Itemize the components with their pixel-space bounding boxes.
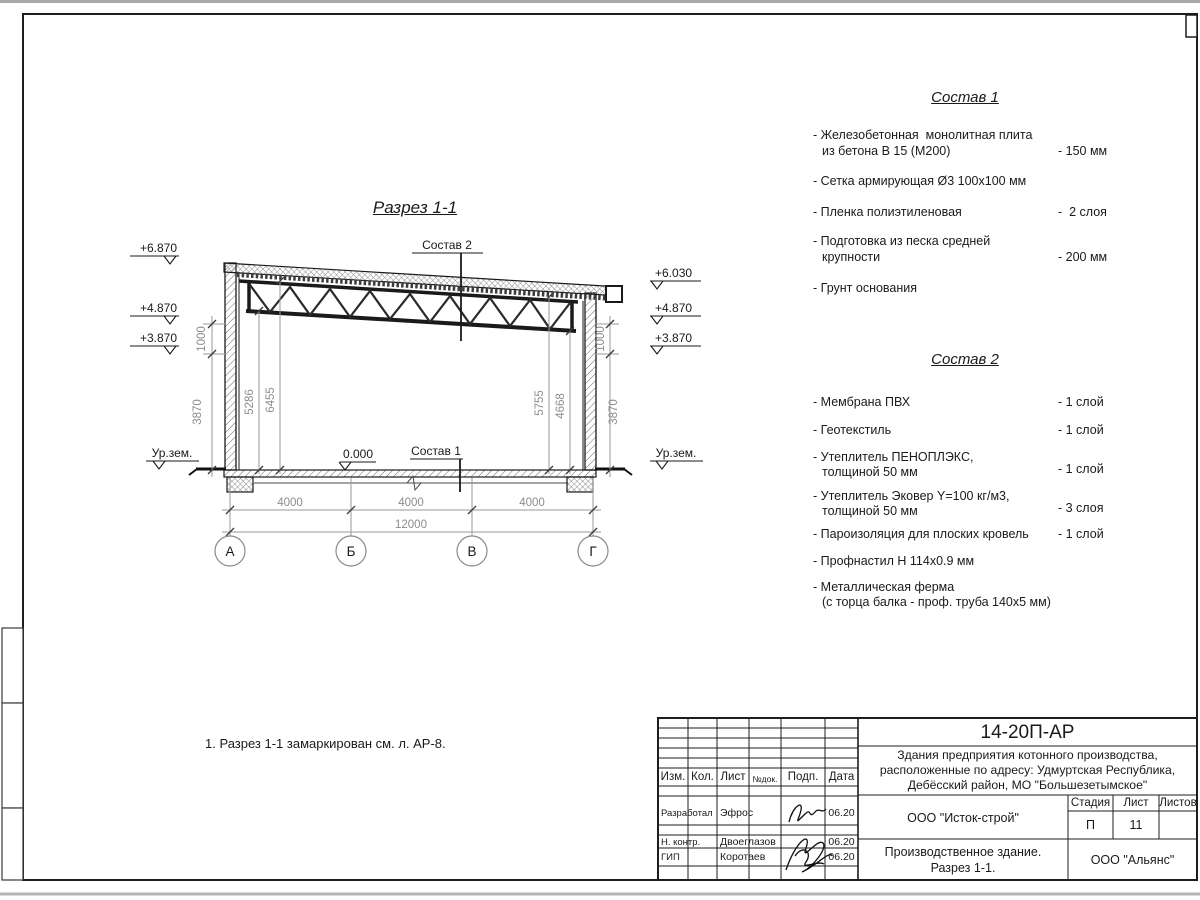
sheets-label: Листов	[1159, 797, 1197, 809]
axis-label-a: А	[225, 544, 235, 559]
col-izm: Изм.	[660, 771, 686, 783]
sostav2-item5-line1: - Пароизоляция для плоских кровель	[813, 527, 1029, 541]
roof-end-beam	[606, 286, 622, 302]
col-podp: Подп.	[787, 771, 819, 783]
row3-role: ГИП	[661, 852, 680, 863]
sostav2-item7-line1: - Металлическая ферма	[813, 580, 955, 594]
sostav2-item4-line2: толщиной 50 мм	[822, 504, 918, 518]
dim-bay-2: 4000	[398, 497, 424, 509]
sostav2-item4-qty: - 3 слоя	[1058, 501, 1104, 515]
axis-label-b: Б	[346, 544, 356, 559]
foundation-left	[227, 477, 253, 492]
axis-label-v: В	[467, 544, 477, 559]
sostav1-item3-qty: - 2 слоя	[1058, 205, 1107, 219]
sostav2-item3-line2: толщиной 50 мм	[822, 465, 918, 479]
elev-right-3: +3.870	[655, 331, 693, 345]
sheet-note: 1. Разрез 1-1 замаркирован см. л. АР-8.	[205, 736, 446, 751]
dim-4668: 4668	[555, 393, 567, 419]
dim-5286: 5286	[244, 389, 256, 415]
dim-5755: 5755	[534, 390, 546, 416]
section-drawing	[130, 238, 703, 566]
sostav2-item1-qty: - 1 слой	[1058, 395, 1104, 409]
stage-value: П	[1086, 818, 1095, 832]
sostav2-item3-line1: - Утеплитель ПЕНОПЛЭКС,	[813, 450, 974, 464]
sostav2-item5-qty: - 1 слой	[1058, 527, 1104, 541]
sheet-title-line2: Разрез 1-1.	[930, 861, 996, 875]
row3-date: 06.20	[828, 851, 855, 863]
elev-left-3: +3.870	[139, 331, 177, 345]
sostav2-item4-line1: - Утеплитель Эковер Y=100 кг/м3,	[813, 489, 1010, 503]
ground-label-right: Ур.зем.	[655, 446, 697, 460]
row1-role: Разработал	[661, 808, 713, 819]
sostav1-item1-qty: - 150 мм	[1058, 144, 1108, 158]
row2-date: 06.20	[828, 836, 855, 848]
dim-bay-3: 4000	[519, 497, 545, 509]
sostav1-item4-qty: - 200 мм	[1058, 250, 1108, 264]
row1-name: Эфрос	[720, 807, 754, 819]
sheet-title-line1: Производственное здание.	[884, 845, 1042, 859]
corner-format-box	[1186, 15, 1197, 37]
col-data: Дата	[828, 771, 855, 783]
layer-ref-floor: Состав 1	[411, 444, 461, 458]
sheet-label: Лист	[1123, 797, 1149, 809]
sostav1-item5-line1: - Грунт основания	[813, 281, 918, 295]
sostav2-item6-line1: - Профнастил Н 114х0.9 мм	[813, 554, 975, 568]
col-kol: Кол.	[691, 771, 714, 783]
col-ndok: №док.	[752, 774, 778, 784]
axis-label-g: Г	[589, 544, 597, 559]
dim-3870-right: 3870	[608, 399, 620, 425]
elev-right-2: +4.870	[655, 301, 693, 315]
left-margin-boxes	[2, 628, 23, 880]
sostav2-item7-line2: (с торца балка - проф. труба 140х5 мм)	[822, 595, 1051, 609]
row3-name: Коротаев	[720, 851, 766, 863]
project-name-line3: Дебёсский район, МО "Большезетымское"	[907, 778, 1148, 792]
dim-6455: 6455	[265, 387, 277, 413]
elev-left-1: +6.870	[139, 241, 177, 255]
layer-ref-roof: Состав 2	[422, 238, 472, 252]
dim-1000-left: 1000	[196, 326, 208, 352]
client-name: ООО "Альянс"	[1090, 853, 1175, 867]
elev-left-2: +4.870	[139, 301, 177, 315]
stage-label: Стадия	[1070, 797, 1111, 809]
project-name-line1: Здания предприятия котонного производства,	[897, 748, 1158, 762]
zero-level-label: 0.000	[342, 447, 374, 461]
col-list: Лист	[720, 771, 746, 783]
dim-1000-right: 1000	[595, 326, 607, 352]
dim-3870-left: 3870	[192, 399, 204, 425]
truss-bottom-chord	[246, 311, 576, 331]
foundation-right	[567, 477, 593, 492]
contractor-name: ООО "Исток-строй"	[907, 811, 1019, 825]
sostav1-item4-line2: крупности	[822, 250, 881, 264]
axis-bubbles	[215, 536, 608, 566]
row2-name: Двоеглазов	[720, 836, 776, 848]
elev-right-1: +6.030	[655, 266, 693, 280]
project-name-line2: расположенные по адресу: Удмуртская Республика,	[879, 763, 1176, 777]
sostav1-item1-line1: - Железобетонная монолитная плита	[813, 128, 1033, 142]
wall-right	[583, 293, 596, 470]
sostav1-title: Состав 1	[931, 89, 999, 106]
dim-total: 12000	[395, 519, 427, 531]
sostav2-title: Состав 2	[931, 351, 999, 368]
sostav2-item1-line1: - Мембрана ПВХ	[813, 395, 911, 409]
sostav1-item2-line1: - Сетка армирующая Ø3 100х100 мм	[813, 174, 1027, 188]
drawing-title: Разрез 1-1	[372, 198, 458, 217]
sostav2-item2-line1: - Геотекстиль	[813, 423, 892, 437]
row2-role: Н. контр.	[661, 837, 701, 848]
doc-number: 14-20П-АР	[980, 722, 1075, 743]
sheet-number: 11	[1129, 818, 1143, 832]
sostav2-item3-qty: - 1 слой	[1058, 462, 1104, 476]
sostav1-item4-line1: - Подготовка из песка средней	[813, 234, 991, 248]
ground-label-left: Ур.зем.	[151, 446, 193, 460]
sostav1-item1-line2: из бетона В 15 (М200)	[822, 144, 951, 158]
wall-left	[225, 263, 239, 470]
sostav2-item2-qty: - 1 слой	[1058, 423, 1104, 437]
dim-bay-1: 4000	[277, 497, 303, 509]
sostav1-item3-line1: - Пленка полиэтиленовая	[813, 205, 962, 219]
row1-date: 06.20	[828, 807, 855, 819]
